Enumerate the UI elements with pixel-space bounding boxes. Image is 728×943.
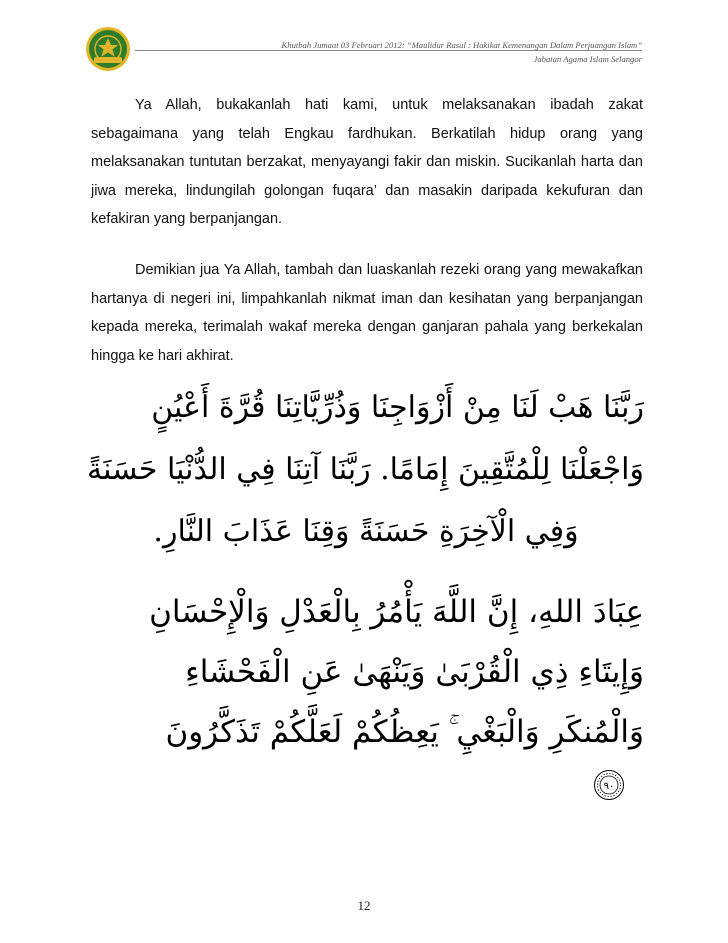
header-divider: [135, 50, 642, 51]
ayah-number-icon: [593, 769, 625, 801]
arabic-line: وَإِيتَاءِ ذِي الْقُرْبَىٰ وَيَنْهَىٰ عَنِ الْفَحْشَاءِ: [185, 654, 644, 690]
arabic-prayer: [88, 377, 644, 563]
arabic-line: وَاجْعَلْنَا لِلْمُتَّقِينَ إِمَامًا. رَبَّنَا آتِنَا فِي الدُّنْيَا حَسَنَةً: [86, 452, 644, 487]
arabic-line: وَفِي الْآخِرَةِ حَسَنَةً وَقِنَا عَذَابَ النَّارِ.: [153, 514, 579, 549]
page-number: 12: [357, 898, 371, 913]
ayah-number: ٩٠: [603, 781, 615, 792]
paragraph-zakat: [91, 91, 643, 234]
paragraph-text: Demikian jua Ya Allah, tambah dan luaskanlah rezeki orang yang mewakafkan hartanya di negeri ini, limpahkanlah nikmat iman dan kesihatan yang berpanjangan kepada mereka, terimalah wakaf mereka dengan ganjaran pahala yang berkekalan hingga ke hari akhirat.: [91, 262, 643, 364]
paragraph-text: Ya Allah, bukakanlah hati kami, untuk melaksanakan ibadah zakat sebagaimana yang telah Engkau fardhukan. Berkatilah hidup orang yang melaksanakan tuntutan berzakat, menyayangi fakir dan miskin. Sucikanlah harta dan jiwa mereka, lindungilah golongan fuqara’ dan masakin daripada kekufuran dan kefakiran yang berpanjangan.: [91, 97, 643, 228]
arabic-line: عِبَادَ اللهِ، إِنَّ اللَّهَ يَأْمُرُ بِالْعَدْلِ وَالْإِحْسَانِ: [149, 594, 644, 630]
arabic-verse: [88, 582, 644, 762]
arabic-line: وَالْمُنكَرِ وَالْبَغْيِ ۚ يَعِظُكُمْ لَعَلَّكُمْ تَذَكَّرُونَ: [165, 714, 644, 750]
paragraph-wakaf: [91, 256, 643, 370]
jais-logo-icon: [85, 26, 131, 72]
header-department: Jabatan Agama Islam Selangor: [533, 54, 642, 64]
header-title: Khutbah Jumaat 03 Februari 2012: “Maulidur Rasul : Hakikat Kemenangan Dalam Perjuangan Islam”: [281, 40, 642, 50]
arabic-line: رَبَّنَا هَبْ لَنَا مِنْ أَزْوَاجِنَا وَذُرِّيَّاتِنَا قُرَّةَ أَعْيُنٍ: [151, 390, 644, 425]
